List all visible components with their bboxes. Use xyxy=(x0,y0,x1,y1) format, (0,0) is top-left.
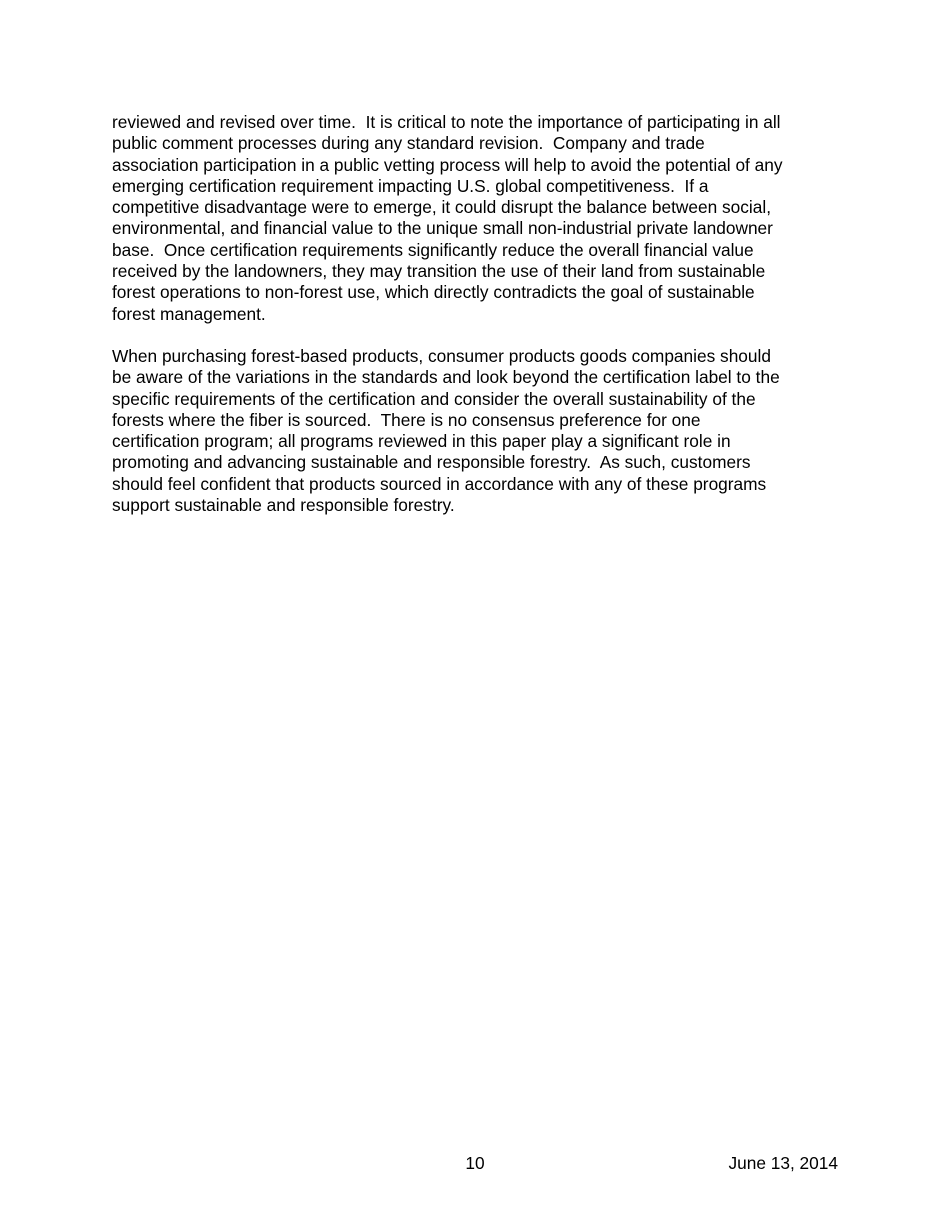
paragraph-2 xyxy=(112,346,852,516)
paragraph-line: certification program; all programs reviewed in this paper play a significant role in xyxy=(112,431,731,452)
paragraph-line: should feel confident that products sourced in accordance with any of these programs xyxy=(112,473,767,494)
paragraph-line: promoting and advancing sustainable and responsible forestry. As such, customers xyxy=(112,452,751,473)
footer-date: June 13, 2014 xyxy=(728,1153,838,1173)
paragraph-line: forest operations to non-forest use, which directly contradicts the goal of sustainable xyxy=(112,282,755,303)
paragraph-line: public comment processes during any standard revision. Company and trade xyxy=(112,133,705,154)
paragraph-line: emerging certification requirement impacting U.S. global competitiveness. If a xyxy=(112,175,709,196)
paragraph-line: association participation in a public vetting process will help to avoid the potential of any xyxy=(112,154,783,175)
body-text xyxy=(112,112,852,537)
paragraph-line: reviewed and revised over time. It is critical to note the importance of participating in all xyxy=(112,112,781,132)
paragraph-line: forest management. xyxy=(112,303,266,324)
paragraph-line: competitive disadvantage were to emerge, it could disrupt the balance between social, xyxy=(112,197,771,218)
paragraph-line: support sustainable and responsible forestry. xyxy=(112,495,455,516)
page-number: 10 xyxy=(465,1153,485,1173)
paragraph-line: received by the landowners, they may transition the use of their land from sustainable xyxy=(112,261,766,282)
paragraph-line: When purchasing forest-based products, consumer products goods companies should xyxy=(112,345,771,366)
paragraph-line: environmental, and financial value to the unique small non-industrial private landowner xyxy=(112,218,773,239)
paragraph-line: forests where the fiber is sourced. There is no consensus preference for one xyxy=(112,409,701,430)
paragraph-line: base. Once certification requirements significantly reduce the overall financial value xyxy=(112,239,754,260)
paragraph-1 xyxy=(112,112,852,325)
paragraph-line: be aware of the variations in the standards and look beyond the certification label to the xyxy=(112,367,780,388)
paragraph-line: specific requirements of the certification and consider the overall sustainability of the xyxy=(112,388,756,409)
